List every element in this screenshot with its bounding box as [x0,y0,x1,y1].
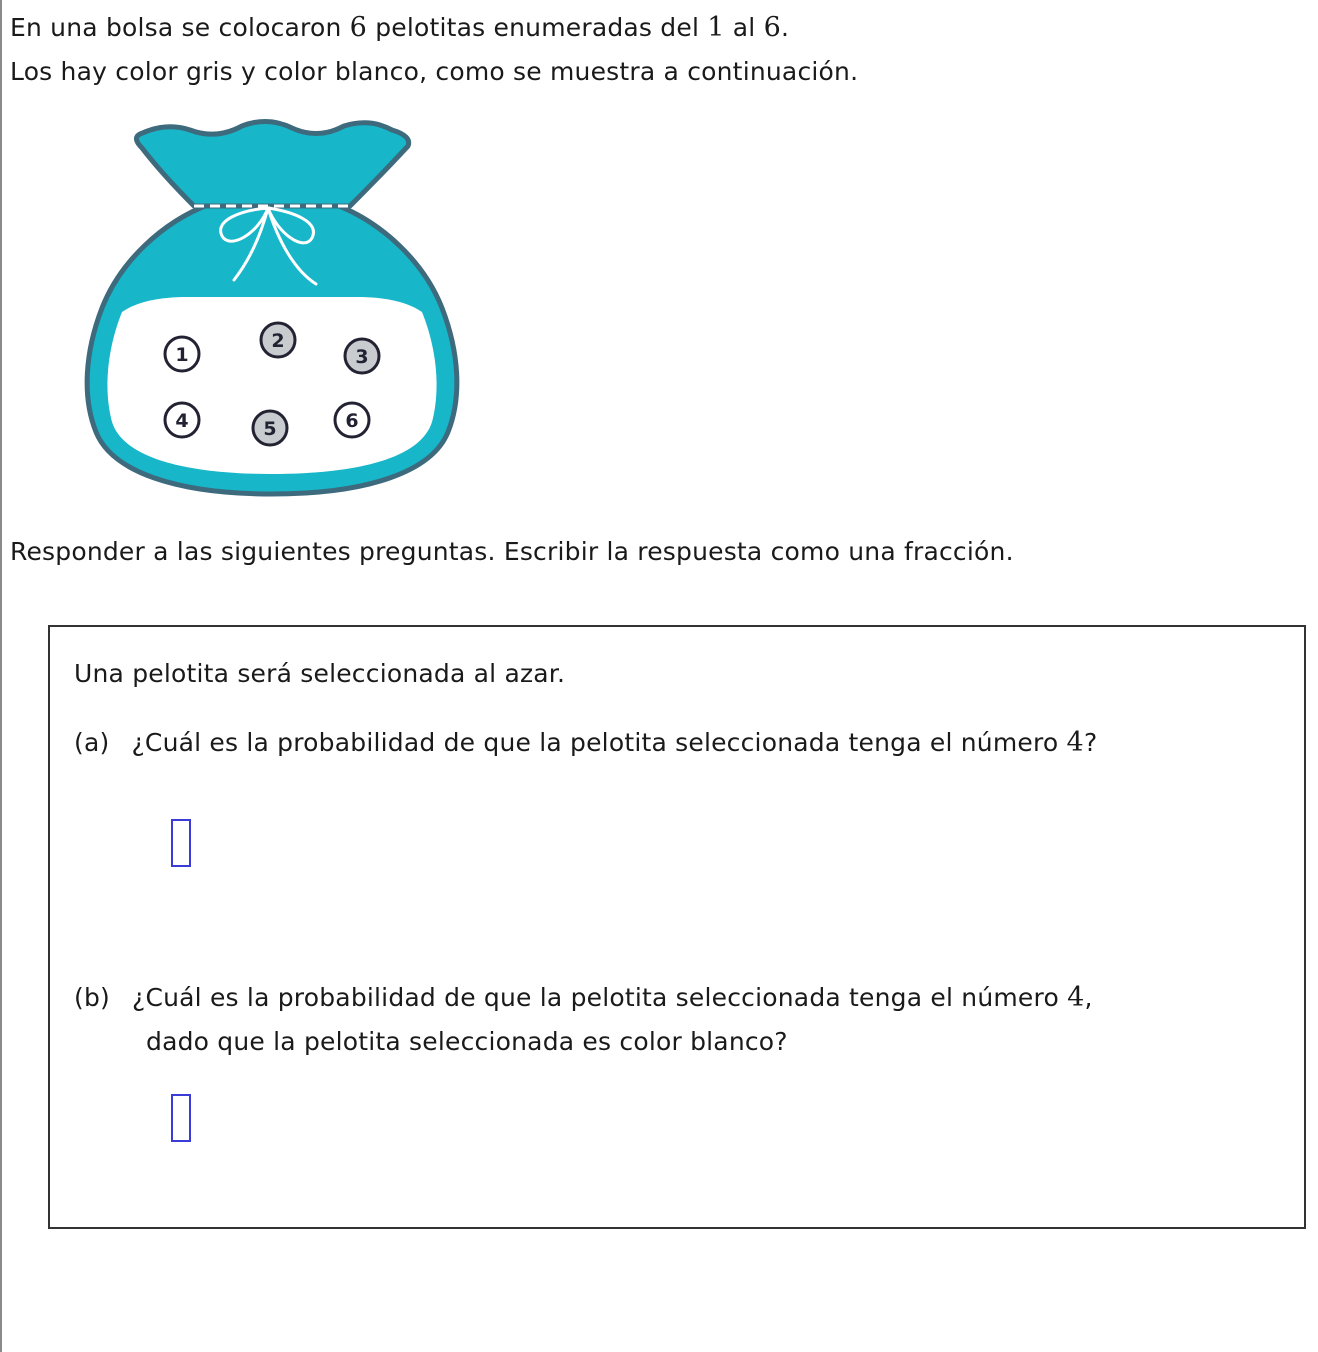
intro-number: 1 [707,12,725,43]
question-b-text: ¿Cuál es la probabilidad de que la pelotita seleccionada tenga el número [131,983,1068,1012]
question-b-number: 4 [1067,982,1085,1013]
instructions: Responder a las siguientes preguntas. Escribir la respuesta como una fracción. [10,537,1014,566]
ball-1 [165,337,199,371]
answer-a-input[interactable] [171,819,191,867]
intro-text: . [781,13,790,42]
question-b [74,982,1093,1013]
intro-text: al [724,13,764,42]
ball-label: 6 [345,410,359,432]
question-a [74,727,1097,758]
ball-3 [345,339,379,373]
intro-number: 6 [763,12,781,43]
ball-label: 4 [175,410,189,432]
ball-6 [335,403,369,437]
ball-5 [253,411,287,445]
ball-4 [165,403,199,437]
bag-top [136,121,408,206]
question-a-number: 4 [1066,727,1084,758]
panel-lead: Una pelotita será seleccionada al azar. [74,659,566,688]
question-panel [48,625,1306,1229]
intro-line-2: Los hay color gris y color blanco, como se muestra a continuación. [10,57,859,86]
ball-label: 2 [271,330,285,352]
bag-illustration [82,112,462,497]
left-border [0,0,2,1352]
ball-2 [261,323,295,357]
intro-text: En una bolsa se colocaron [10,13,350,42]
answer-b-input[interactable] [171,1094,191,1142]
ball-label: 5 [263,418,277,440]
question-b-label: (b) [74,983,110,1012]
question-a-text: ¿Cuál es la probabilidad de que la pelotita seleccionada tenga el número [131,728,1067,757]
question-b-line-2: dado que la pelotita seleccionada es color blanco? [146,1027,788,1056]
intro-text: pelotitas enumeradas del [367,13,708,42]
ball-label: 3 [355,346,369,368]
question-b-end: , [1084,983,1093,1012]
intro-number: 6 [349,12,368,43]
question-a-label: (a) [74,728,110,757]
intro-line-1 [10,12,789,43]
ball-label: 1 [175,344,189,366]
question-a-end: ? [1083,728,1098,757]
